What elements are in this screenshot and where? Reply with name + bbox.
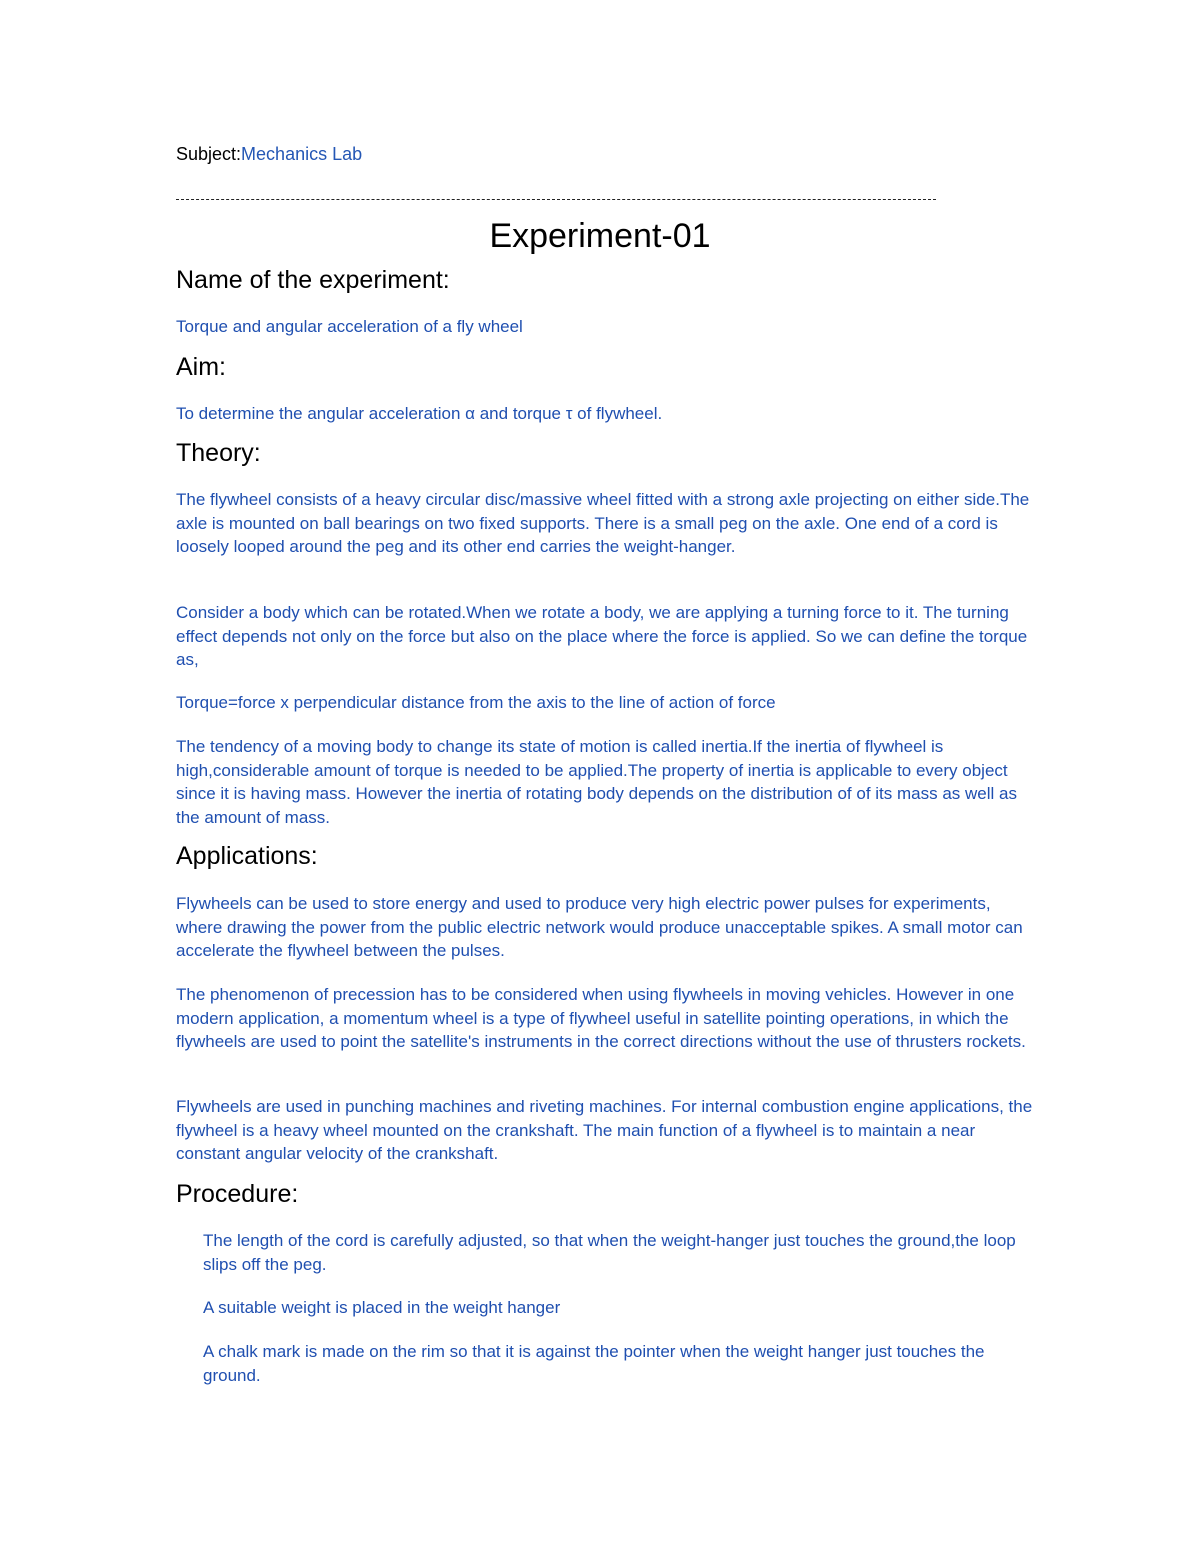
procedure-step-3: A chalk mark is made on the rim so that it is against the pointer when the weight hanger just touches the ground. (203, 1342, 985, 1385)
aim-text: To determine the angular acceleration α and torque τ of flywheel. (176, 404, 663, 423)
heading-applications: Applications: (176, 842, 318, 870)
heading-name-of-experiment: Name of the experiment: (176, 266, 450, 294)
theory-paragraph-3: The tendency of a moving body to change its state of motion is called inertia.If the inertia of flywheel is high,considerable amount of torque is needed to be applied.The property of inertia is applicable to every object since it is having mass. However the inertia of rotating body depends on the distribution of of its mass as well as the amount of mass. (176, 737, 1017, 827)
procedure-step-1: The length of the cord is carefully adjusted, so that when the weight-hanger just touches the ground,the loop slips off the peg. (203, 1231, 1016, 1274)
torque-definition: Torque=force x perpendicular distance from the axis to the line of action of force (176, 693, 776, 712)
applications-paragraph-3: Flywheels are used in punching machines and riveting machines. For internal combustion engine applications, the flywheel is a heavy wheel mounted on the crankshaft. The main function of a flywheel is to maintain a near constant angular velocity of the crankshaft. (176, 1097, 1033, 1163)
theory-paragraph-2: Consider a body which can be rotated.When we rotate a body, we are applying a turning force to it. The turning effect depends not only on the force but also on the place where the force is applied. So we can define the torque as, (176, 603, 1028, 669)
experiment-name-text: Torque and angular acceleration of a fly wheel (176, 317, 523, 336)
separator-line (176, 190, 936, 204)
subject-value: Mechanics Lab (241, 144, 363, 164)
subject-line (176, 142, 362, 166)
theory-paragraph-1: The flywheel consists of a heavy circular disc/massive wheel fitted with a strong axle projecting on either side.The axle is mounted on ball bearings on two fixed supports. There is a small peg on the axle. One end of a cord is loosely looped around the peg and its other end carries the weight-hanger. (176, 490, 1030, 556)
heading-procedure: Procedure: (176, 1180, 299, 1208)
heading-aim: Aim: (176, 353, 226, 381)
separator-dashes (176, 199, 936, 200)
experiment-title: Experiment-01 (489, 217, 711, 255)
applications-paragraph-2: The phenomenon of precession has to be considered when using flywheels in moving vehicles. However in one modern application, a momentum wheel is a type of flywheel useful in satellite pointing operations, in which the flywheels are used to point the satellite's instruments in the correct directions without the use of thrusters rockets. (176, 985, 1026, 1051)
applications-paragraph-1: Flywheels can be used to store energy and used to produce very high electric power pulses for experiments, where drawing the power from the public electric network would produce unacceptable spikes. A small motor can accelerate the flywheel between the pulses. (176, 894, 1023, 960)
heading-theory: Theory: (176, 439, 261, 467)
subject-label: Subject: (176, 144, 242, 164)
procedure-step-2: A suitable weight is placed in the weight hanger (203, 1298, 561, 1317)
